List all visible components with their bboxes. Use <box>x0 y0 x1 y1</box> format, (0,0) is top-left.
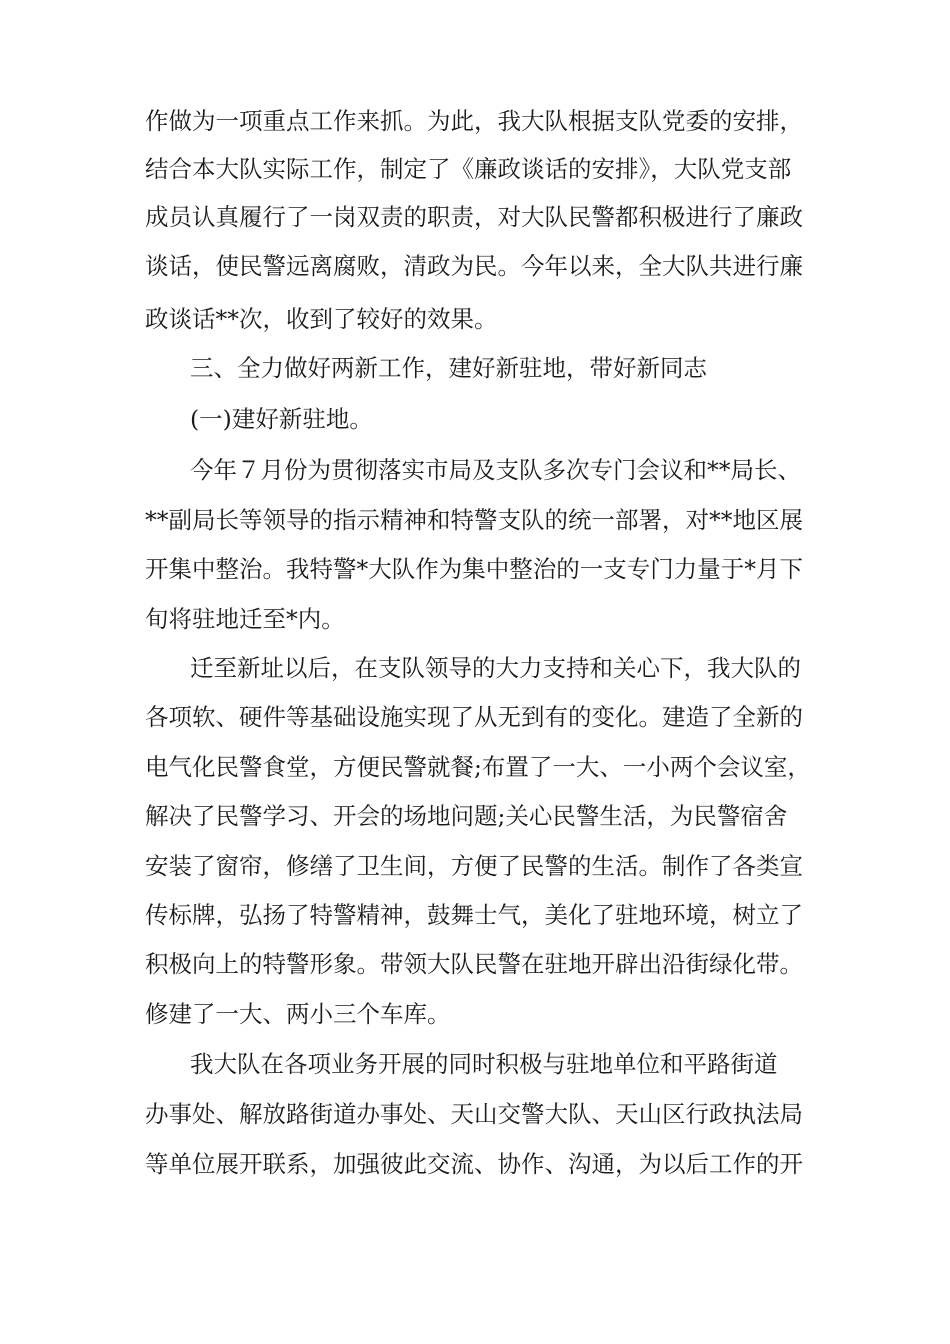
text-line: 作做为一项重点工作来抓。为此，我大队根据支队党委的安排， <box>145 107 803 135</box>
text-line: 安装了窗帘，修缮了卫生间，方便了民警的生活。制作了各类宣 <box>145 852 803 880</box>
text-line: 开集中整治。我特警*大队作为集中整治的一支专门力量于*月下 <box>145 555 803 583</box>
text-line: 等单位展开联系，加强彼此交流、协作、沟通，为以后工作的开 <box>145 1150 803 1178</box>
text-line: 我大队在各项业务开展的同时积极与驻地单位和平路街道 <box>190 1050 778 1078</box>
text-line: 各项软、硬件等基础设施实现了从无到有的变化。建造了全新的 <box>145 703 803 731</box>
text-line: 旬将驻地迁至*内。 <box>145 605 345 633</box>
text-line: 谈话，使民警远离腐败，清政为民。今年以来，全大队共进行廉 <box>145 252 803 280</box>
text-line: 结合本大队实际工作，制定了《廉政谈话的安排》，大队党支部 <box>145 155 792 183</box>
text-line: 今年７月份为贯彻落实市局及支队多次专门会议和**局长、 <box>190 456 801 484</box>
section-heading: 三、全力做好两新工作，建好新驻地，带好新同志 <box>190 354 707 382</box>
text-line: 电气化民警食堂，方便民警就餐;布置了一大、一小两个会议室， <box>145 753 811 781</box>
text-line: 迁至新址以后，在支队领导的大力支持和关心下，我大队的 <box>190 654 801 682</box>
text-line: 成员认真履行了一岗双责的职责，对大队民警都积极进行了廉政 <box>145 203 803 231</box>
text-line: 积极向上的特警形象。带领大队民警在驻地开辟出沿街绿化带。 <box>145 950 803 978</box>
text-line: 修建了一大、两小三个车库。 <box>145 1000 451 1028</box>
text-line: 办事处、解放路街道办事处、天山交警大队、天山区行政执法局 <box>145 1100 803 1128</box>
text-line: 解决了民警学习、开会的场地问题;关心民警生活，为民警宿舍 <box>145 802 788 830</box>
text-line: 传标牌，弘扬了特警精神，鼓舞士气，美化了驻地环境，树立了 <box>145 901 803 929</box>
text-line: **副局长等领导的指示精神和特警支队的统一部署，对**地区展 <box>145 506 803 534</box>
subsection-heading: (一)建好新驻地。 <box>190 405 373 433</box>
text-line: 政谈话**次，收到了较好的效果。 <box>145 305 498 333</box>
